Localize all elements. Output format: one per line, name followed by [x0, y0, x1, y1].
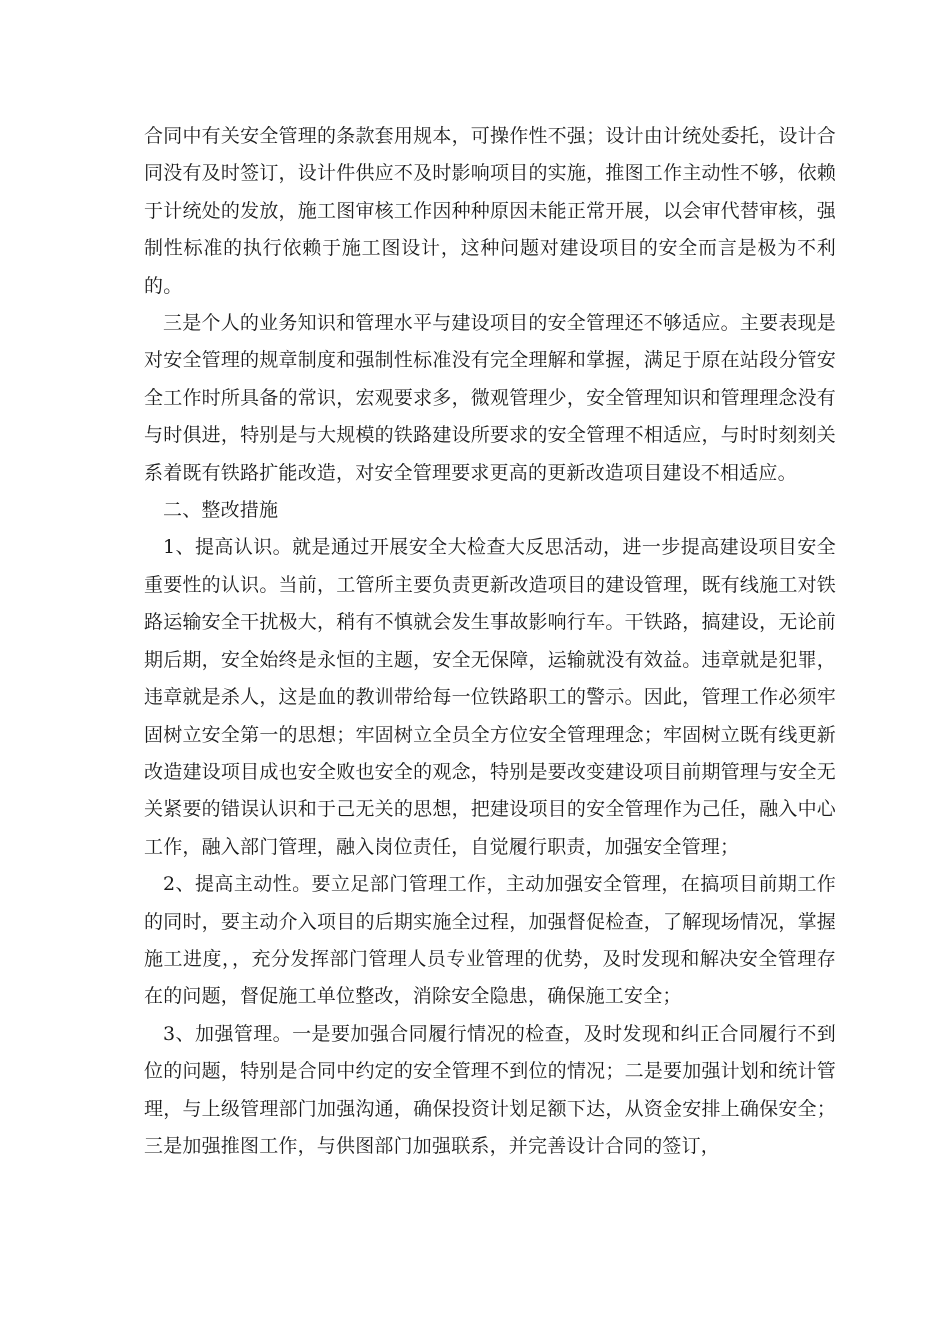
paragraph-raise-initiative: 2、提高主动性。要立足部门管理工作，主动加强安全管理，在搞项目前期工作的同时，要主动介入项目的后期实施全过程，加强督促检查，了解现场情况，掌握施工进度，，充分发挥部门管理人员专业管理的优势，及时发现和解决安全管理存在的问题，督促施工单位整改，消除安全隐患，确保施工安全；: [144, 873, 836, 1008]
paragraph-personal-knowledge: 三是个人的业务知识和管理水平与建设项目的安全管理还不够适应。主要表现是对安全管理的规章制度和强制性标准没有完全理解和掌握，满足于原在站段分管安全工作时所具备的常识，宏观要求多，微观管理少，安全管理知识和管理理念没有与时俱进，特别是与大规模的铁路建设所要求的安全管理不相适应，与时时刻刻关系着既有铁路扩能改造，对安全管理要求更高的更新改造项目建设不相适应。: [144, 312, 836, 484]
paragraph-strengthen-management: 3、加强管理。一是要加强合同履行情况的检查，及时发现和纠正合同履行不到位的问题，特别是合同中约定的安全管理不到位的情况；二是要加强计划和统计管理，与上级管理部门加强沟通，确保投资计划足额下达，从资金安排上确保安全；三是加强推图工作，与供图部门加强联系，并完善设计合同的签订，: [144, 1022, 836, 1157]
section-heading-rectification: 二、整改措施: [163, 499, 279, 522]
paragraph-contract-issues: 合同中有关安全管理的条款套用规本，可操作性不强；设计由计统处委托，设计合同没有及时签订，设计件供应不及时影响项目的实施，推图工作主动性不够，依赖于计统处的发放，施工图审核工作因种种原因未能正常开展，以会审代替审核，强制性标准的执行依赖于施工图设计，这种问题对建设项目的安全而言是极为不利的。: [144, 125, 836, 297]
paragraph-raise-awareness: 1、提高认识。就是通过开展安全大检查大反思活动，进一步提高建设项目安全重要性的认识。当前，工管所主要负责更新改造项目的建设管理，既有线施工对铁路运输安全干扰极大，稍有不慎就会发生事故影响行车。干铁路，搞建设，无论前期后期，安全始终是永恒的主题，安全无保障，运输就没有效益。违章就是犯罪，违章就是杀人，这是血的教训带给每一位铁路职工的警示。因此，管理工作必须牢固树立安全第一的思想；牢固树立全员全方位安全管理理念；牢固树立既有线更新改造建设项目成也安全败也安全的观念，特别是要改变建设项目前期管理与安全无关紧要的错误认识和于己无关的思想，把建设项目的安全管理作为己任，融入中心工作，融入部门管理，融入岗位责任，自觉履行职责，加强安全管理；: [144, 536, 836, 858]
document-body: [144, 118, 836, 1165]
